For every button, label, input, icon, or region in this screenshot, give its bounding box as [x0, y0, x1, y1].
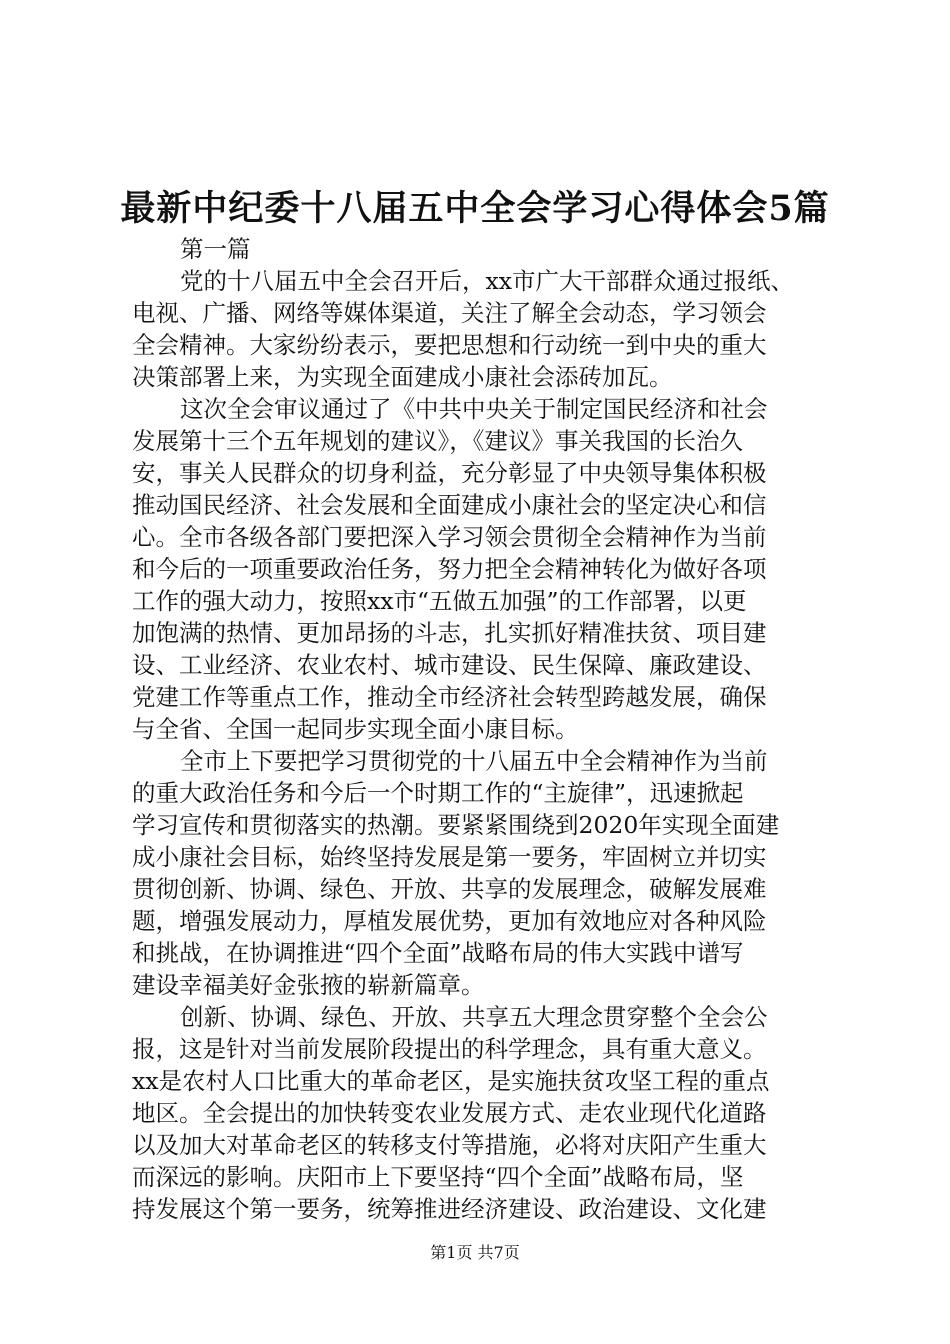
page-footer: 第1页 共7页: [430, 1243, 520, 1262]
body-line: 推动国民经济、社会发展和全面建成小康社会的坚定决心和信: [132, 491, 767, 519]
body-line: 而深远的影响。庆阳市上下要坚持“四个全面”战略布局，坚: [132, 1163, 744, 1191]
body-line: 这次全会审议通过了《中共中央关于制定国民经济和社会: [180, 395, 768, 423]
body-line: 党的十八届五中全会召开后，xx市广大干部群众通过报纸、: [180, 267, 795, 295]
document-body: [132, 233, 832, 1225]
body-line: 的重大政治任务和今后一个时期工作的“主旋律”，迅速掀起: [132, 779, 744, 807]
body-line: 贯彻创新、协调、绿色、开放、共享的发展理念，破解发展难: [132, 875, 767, 903]
body-line: 发展第十三个五年规划的建议》，《建议》事关我国的长治久: [132, 427, 743, 455]
body-line: 建设幸福美好金张掖的崭新篇章。: [132, 971, 485, 999]
document-title: 最新中纪委十八届五中全会学习心得体会5篇: [120, 188, 830, 229]
body-line: 全市上下要把学习贯彻党的十八届五中全会精神作为当前: [180, 747, 768, 775]
section-heading: 第一篇: [180, 235, 251, 263]
body-line: 报，这是针对当前发展阶段提出的科学理念，具有重大意义。: [132, 1035, 767, 1063]
body-line: 成小康社会目标，始终坚持发展是第一要务，牢固树立并切实: [132, 843, 767, 871]
body-line: 全会精神。大家纷纷表示，要把思想和行动统一到中央的重大: [132, 331, 767, 359]
body-line: 工作的强大动力，按照xx市“五做五加强”的工作部署，以更: [132, 587, 747, 615]
body-line: 安，事关人民群众的切身利益，充分彰显了中央领导集体积极: [132, 459, 767, 487]
body-line: xx是农村人口比重大的革命老区，是实施扶贫攻坚工程的重点: [132, 1067, 770, 1095]
body-line: 电视、广播、网络等媒体渠道，关注了解全会动态，学习领会: [132, 299, 767, 327]
body-line: 与全省、全国一起同步实现全面小康目标。: [132, 715, 579, 743]
body-line: 和今后的一项重要政治任务，努力把全会精神转化为做好各项: [132, 555, 767, 583]
body-line: 地区。全会提出的加快转变农业发展方式、走农业现代化道路: [132, 1099, 767, 1127]
body-line: 以及加大对革命老区的转移支付等措施，必将对庆阳产生重大: [132, 1131, 767, 1159]
body-line: 和挑战，在协调推进“四个全面”战略布局的伟大实践中谱写: [132, 939, 744, 967]
body-line: 学习宣传和贯彻落实的热潮。要紧紧围绕到2020年实现全面建: [132, 811, 780, 839]
body-line: 党建工作等重点工作，推动全市经济社会转型跨越发展，确保: [132, 683, 767, 711]
body-line: 决策部署上来，为实现全面建成小康社会添砖加瓦。: [132, 363, 673, 391]
body-line: 加饱满的热情、更加昂扬的斗志，扎实抓好精准扶贫、项目建: [132, 619, 767, 647]
body-line: 设、工业经济、农业农村、城市建设、民生保障、廉政建设、: [132, 651, 767, 679]
body-line: 创新、协调、绿色、开放、共享五大理念贯穿整个全会公: [180, 1003, 768, 1031]
body-line: 心。全市各级各部门要把深入学习领会贯彻全会精神作为当前: [132, 523, 767, 551]
body-line: 题，增强发展动力，厚植发展优势，更加有效地应对各种风险: [132, 907, 767, 935]
body-line: 持发展这个第一要务，统筹推进经济建设、政治建设、文化建: [132, 1195, 767, 1223]
